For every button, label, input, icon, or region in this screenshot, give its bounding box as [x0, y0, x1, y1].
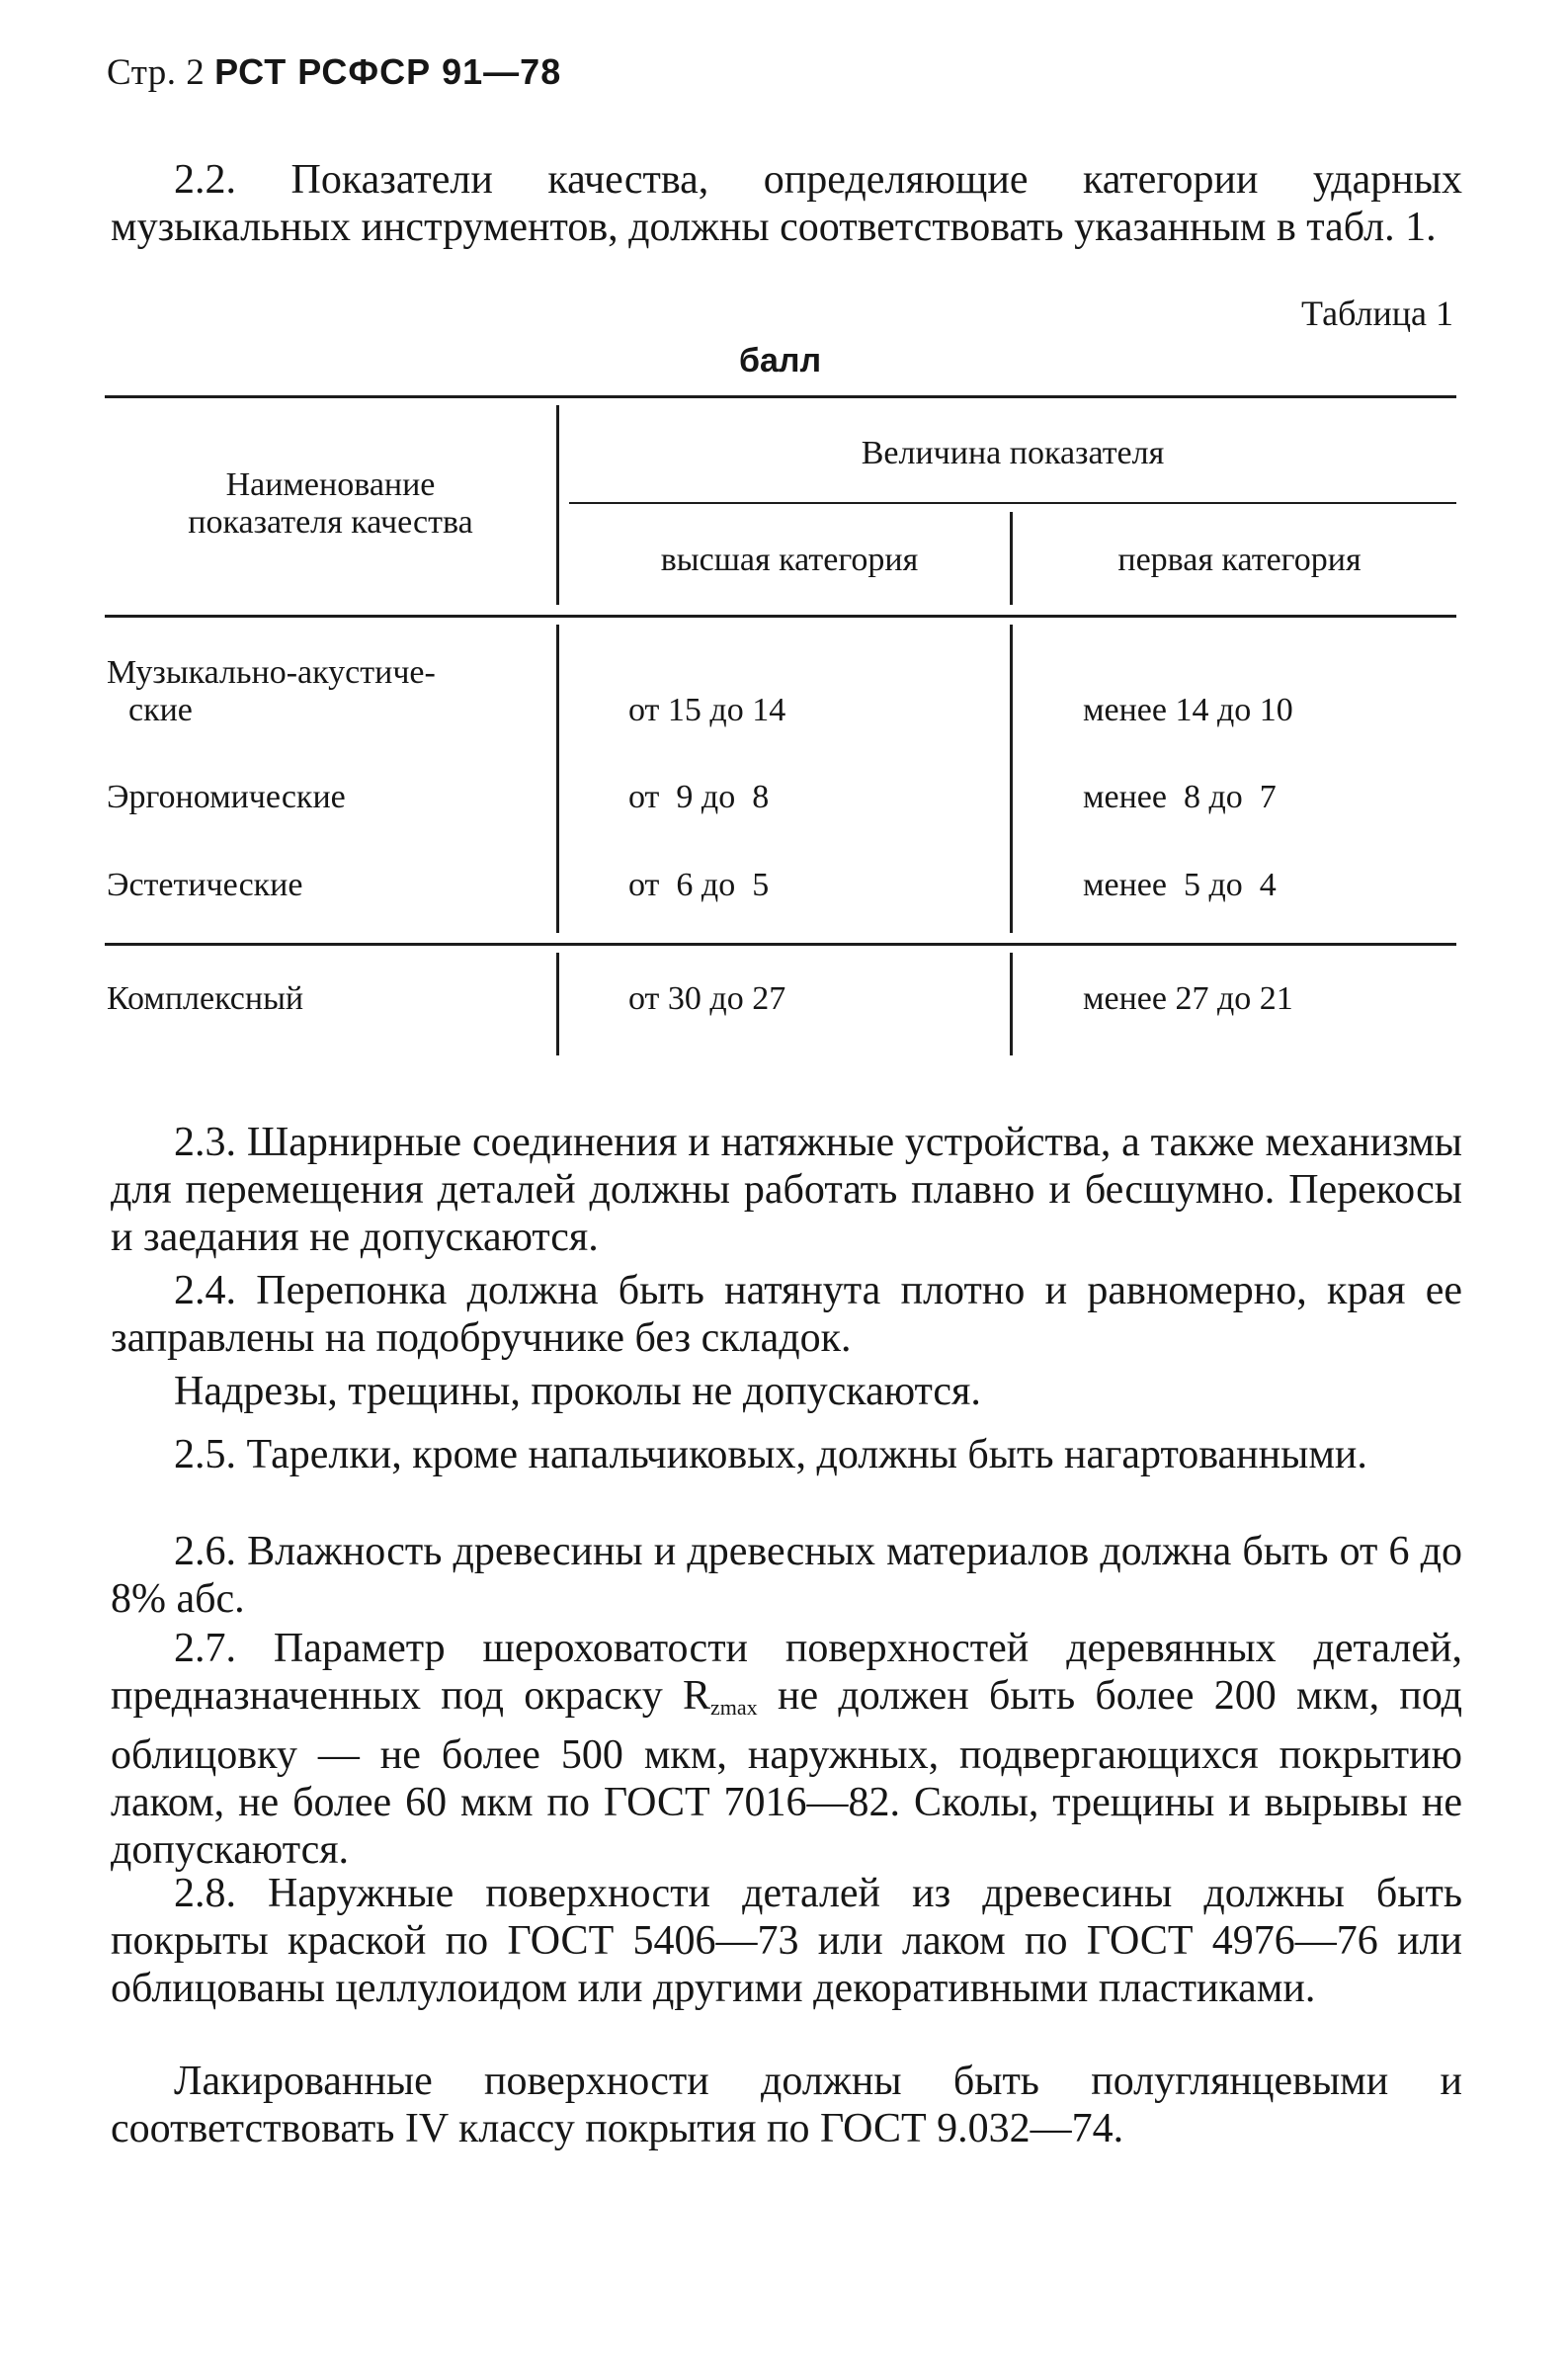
- header-indicator-name-line2: показателя качества: [188, 504, 473, 541]
- table-cell-high: от 6 до 5: [628, 867, 770, 903]
- header-indicator-name: [105, 466, 556, 542]
- table-row-name: Эргономические: [107, 779, 346, 815]
- paragraph-2-5: 2.5. Тарелки, кроме напальчиковых, должны быть нагартованными.: [174, 1432, 1367, 1477]
- roughness-subscript: zmax: [710, 1695, 758, 1720]
- page-label: Стр. 2: [107, 52, 206, 93]
- table-total-name: Комплексный: [107, 980, 304, 1017]
- table-vrule-2-header: [1010, 512, 1013, 605]
- table-total-high: от 30 до 27: [628, 980, 786, 1017]
- paragraph-2-4-continued: Надрезы, трещины, проколы не допускаются.: [174, 1369, 981, 1414]
- row-name-line1: Музыкально-акустиче-: [107, 654, 436, 691]
- paragraph-2-8: 2.8. Наружные поверхности деталей из древесины должны быть покрыты краской по ГОСТ 5406—73 или лаком по ГОСТ 4976—76 или облицованы целлулоидом или другими декоративными пластиками.: [111, 1871, 1462, 2011]
- header-high-category: высшая категория: [660, 542, 919, 578]
- table-unit: балл: [739, 342, 822, 379]
- table-total-rule: [105, 943, 1456, 946]
- table-vrule-1-total: [556, 953, 559, 1055]
- document-code: РСТ РСФСР 91—78: [214, 51, 562, 92]
- table-vrule-1-header: [556, 405, 559, 605]
- table-cell-first: менее 8 до 7: [1083, 779, 1277, 815]
- paragraph-2-3: 2.3. Шарнирные соединения и натяжные устройства, а также механизмы для перемещения деталей должны работать плавно и бесшумно. Перекосы и заедания не допускаются.: [111, 1120, 1462, 1260]
- header-value-group: Величина показателя: [861, 435, 1165, 471]
- paragraph-2-7-part-b: не должен быть более 200 мкм, под облицовку — не более 500 мкм, наружных, подвергающихся покрытию лаком, не более 60 мкм по ГОСТ 7016—82. Сколы, трещины и вырывы не допускаются.: [111, 1673, 1463, 1873]
- table-vrule-1-body: [556, 625, 559, 933]
- table-cell-high: от 9 до 8: [628, 779, 770, 815]
- table-vrule-2-body: [1010, 625, 1013, 933]
- table-cell-high: от 15 до 14: [628, 692, 786, 728]
- paragraph-2-6: 2.6. Влажность древесины и древесных материалов должна быть от 6 до 8% абс.: [111, 1529, 1462, 1622]
- table-cell-first: менее 5 до 4: [1083, 867, 1277, 903]
- table-header-rule: [105, 615, 1456, 618]
- table-group-rule: [569, 502, 1456, 504]
- table-row-name: Эстетические: [107, 867, 303, 903]
- table-total-first: менее 27 до 21: [1083, 980, 1293, 1017]
- table-vrule-2-total: [1010, 953, 1013, 1055]
- table-row-name: [107, 654, 436, 729]
- page-header: [107, 51, 561, 94]
- quality-table: [105, 395, 1456, 1067]
- paragraph-2-8-continued: Лакированные поверхности должны быть полуглянцевыми и соответствовать IV классу покрытия по ГОСТ 9.032—74.: [111, 2059, 1462, 2151]
- table-caption: Таблица 1: [1301, 294, 1453, 333]
- row-name-line2: ские: [128, 692, 193, 728]
- table-cell-first: менее 14 до 10: [1083, 692, 1293, 728]
- table-top-rule: [105, 395, 1456, 398]
- paragraph-2-7-part-a: 2.7. Параметр шероховатости поверхностей деревянных деталей, предназначенных под окраску R: [111, 1626, 1462, 1719]
- paragraph-2-7: [111, 1625, 1462, 1874]
- paragraph-2-2: 2.2. Показатели качества, определяющие категории ударных музыкальных инструментов, должны соответствовать указанным в табл. 1.: [111, 157, 1462, 250]
- paragraph-2-4: 2.4. Перепонка должна быть натянута плотно и равномерно, края ее заправлены на подобручнике без складок.: [111, 1268, 1462, 1361]
- header-first-category: первая категория: [1117, 542, 1362, 578]
- header-indicator-name-line1: Наименование: [225, 466, 436, 503]
